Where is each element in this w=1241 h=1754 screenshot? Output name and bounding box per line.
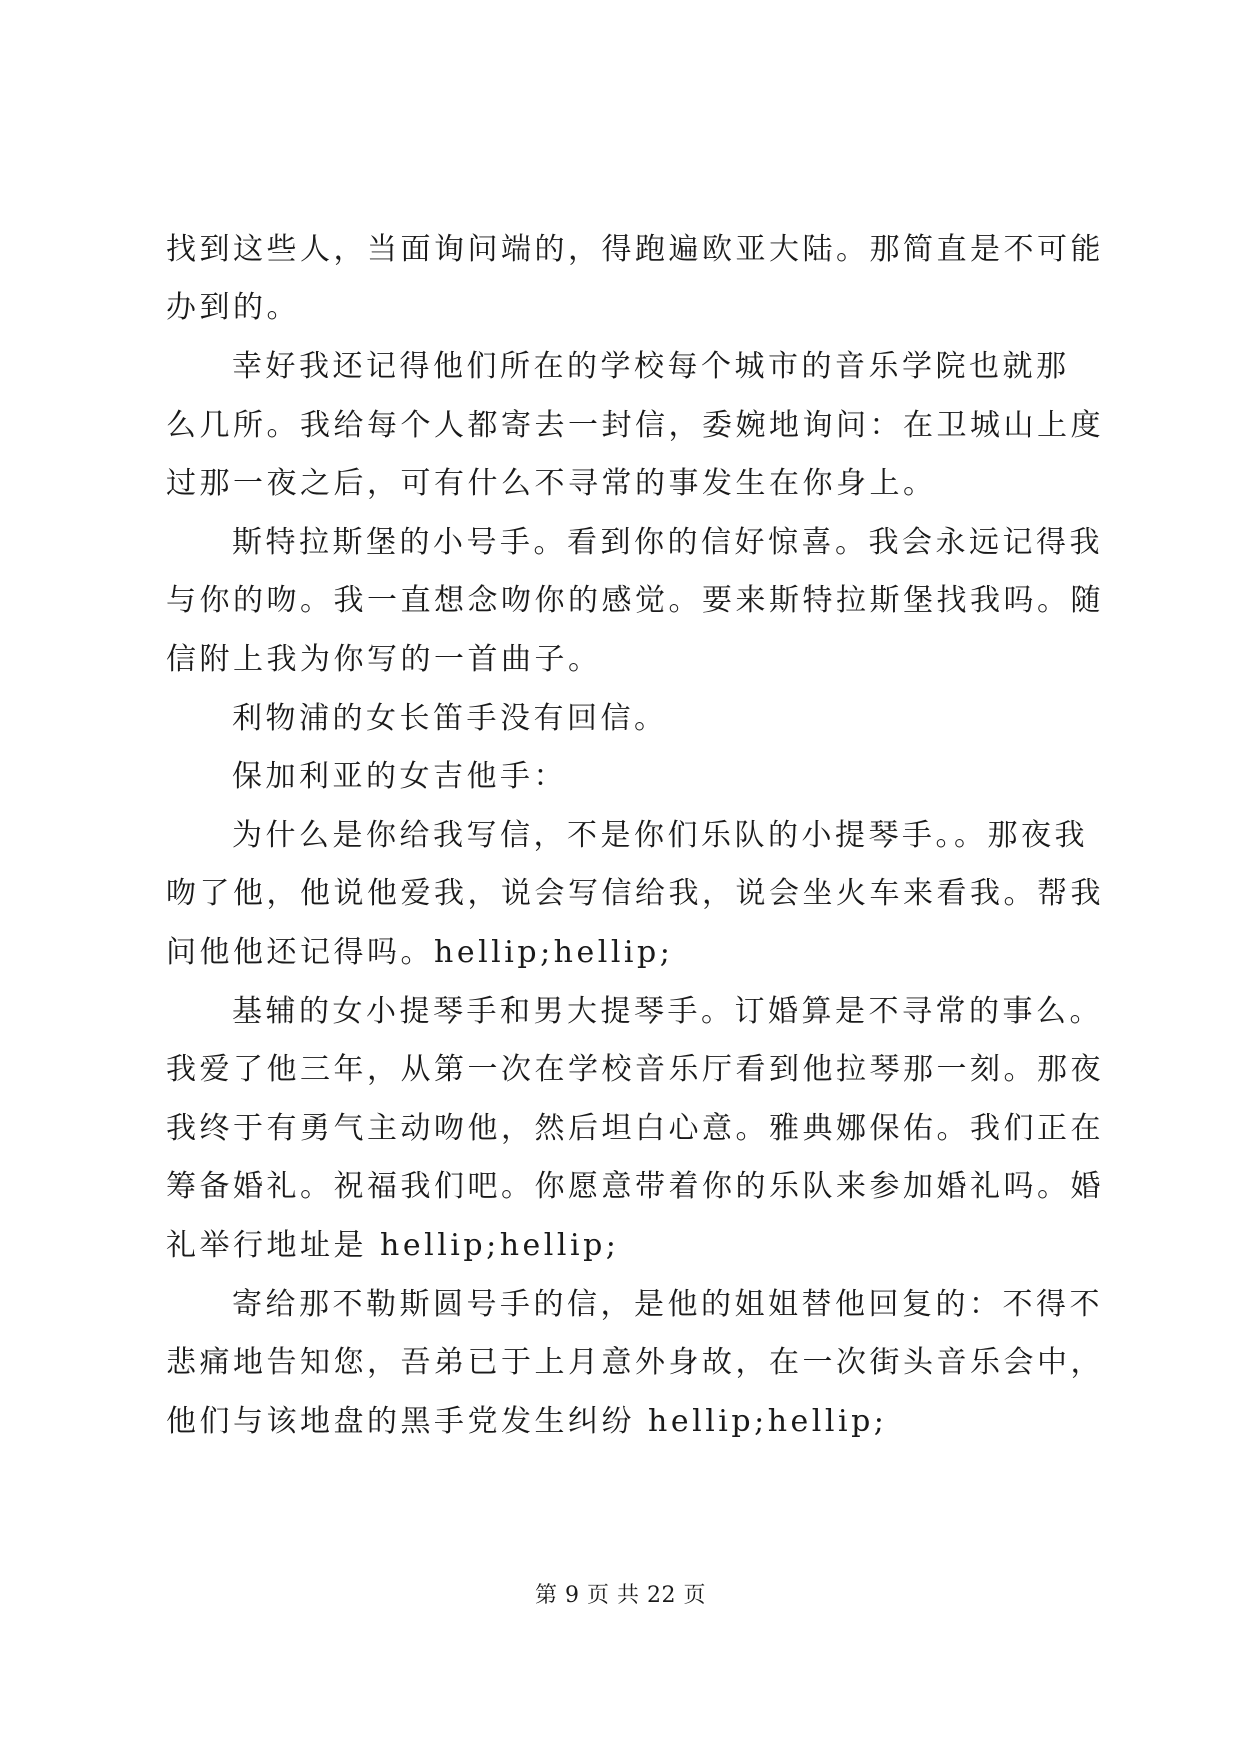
paragraph-start-line: 寄给那不勒斯圆号手的信，是他的姐姐替他回复的：不得不	[232, 1287, 1103, 1322]
paragraph-start-line: 斯特拉斯堡的小号手。看到你的信好惊喜。我会永远记得我	[232, 525, 1103, 560]
page-footer	[0, 1581, 1241, 1611]
text-line: 悲痛地告知您，吾弟已于上月意外身故，在一次街头音乐会中，	[166, 1345, 1104, 1380]
text-line: 信附上我为你写的一首曲子。	[166, 642, 602, 677]
paragraph-start-line: 利物浦的女长笛手没有回信。	[232, 701, 668, 736]
text-line: 吻了他，他说他爱我，说会写信给我，说会坐火车来看我。帮我	[166, 876, 1104, 911]
text-line: 他们与该地盘的黑手党发生纠纷 hellip;hellip;	[166, 1404, 888, 1439]
text-line: 与你的吻。我一直想念吻你的感觉。要来斯特拉斯堡找我吗。随	[166, 583, 1104, 618]
text-line: 办到的。	[166, 290, 300, 325]
page-number-label: 第 9 页 共 22 页	[535, 1583, 706, 1608]
paragraph-start-line: 保加利亚的女吉他手：	[232, 759, 567, 794]
text-line: 找到这些人，当面询问端的，得跑遍欧亚大陆。那简直是不可能	[166, 232, 1104, 267]
paragraph-start-line: 为什么是你给我写信，不是你们乐队的小提琴手。。那夜我	[232, 818, 1088, 853]
text-line: 我爱了他三年，从第一次在学校音乐厅看到他拉琴那一刻。那夜	[166, 1052, 1104, 1087]
text-line: 么几所。我给每个人都寄去一封信，委婉地询问：在卫城山上度	[166, 408, 1104, 443]
paragraph-start-line: 幸好我还记得他们所在的学校每个城市的音乐学院也就那	[232, 349, 1070, 384]
paragraph-start-line: 基辅的女小提琴手和男大提琴手。订婚算是不寻常的事么。	[232, 994, 1103, 1029]
text-line: 过那一夜之后，可有什么不寻常的事发生在你身上。	[166, 466, 937, 501]
text-line: 我终于有勇气主动吻他，然后坦白心意。雅典娜保佑。我们正在	[166, 1111, 1104, 1146]
text-line: 礼举行地址是 hellip;hellip;	[166, 1228, 620, 1263]
text-line: 筹备婚礼。祝福我们吧。你愿意带着你的乐队来参加婚礼吗。婚	[166, 1169, 1104, 1204]
text-line: 问他他还记得吗。hellip;hellip;	[166, 935, 674, 970]
